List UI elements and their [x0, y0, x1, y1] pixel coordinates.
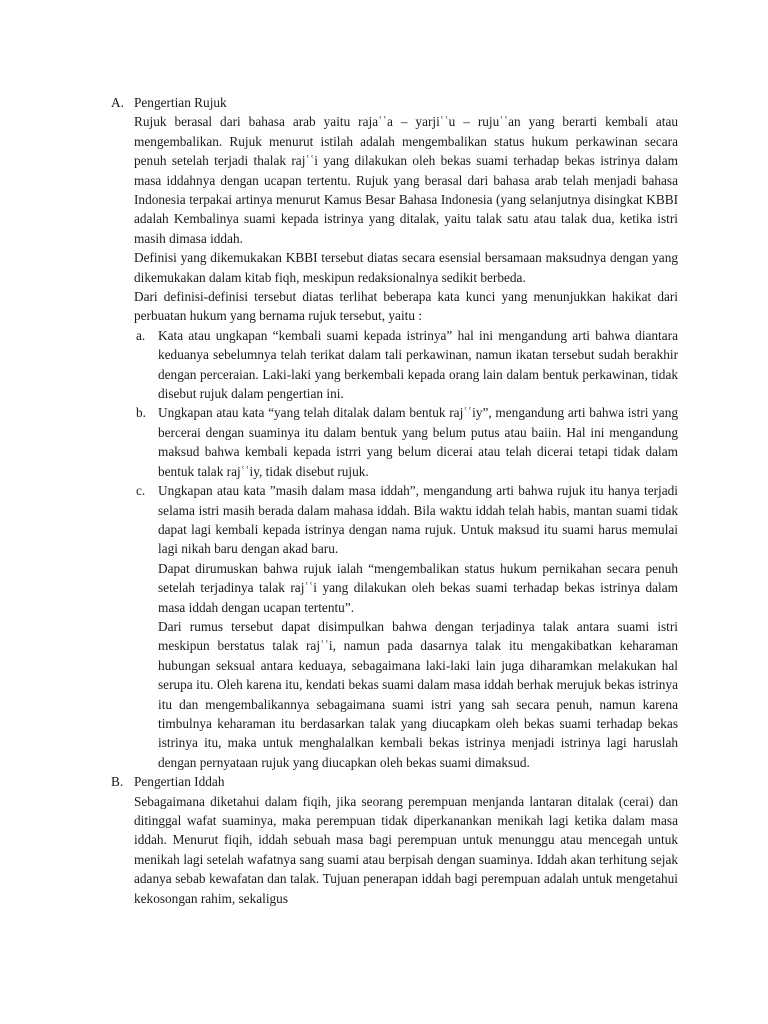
keyword-list: [134, 326, 678, 559]
list-marker: c.: [136, 483, 146, 499]
list-item: [134, 403, 678, 481]
list-item-text: Kata atau ungkapan “kembali suami kepada istrinya” hal ini mengandung arti bahwa diantara keduanya sebelumnya telah terikat dalam tali perkawinan, namun ikatan tersebut sudah berakhir dengan perceraian. Laki-laki yang berkembali kepada orang lain dalam bentuk perkawinan, tidak disebut rujuk dalam pengertian ini.: [158, 327, 678, 402]
section-a: [0, 93, 768, 772]
list-marker: a.: [136, 327, 146, 343]
indented-paragraph: Dapat dirumuskan bahwa rujuk ialah “mengembalikan status hukum pernikahan secara penuh setelah terjadinya talak rajʿʿi yang dilakukan oleh bekas suami terhadap bekas istrinya dalam masa iddah dengan ucapan tertentu”.: [158, 560, 678, 615]
section-heading: [0, 772, 678, 791]
list-item: [134, 481, 678, 559]
section-letter: B.: [111, 774, 124, 790]
list-item: [134, 326, 678, 404]
indented-paragraph: Dari rumus tersebut dapat disimpulkan bahwa dengan terjadinya talak antara suami istri meskipun berstatus talak rajʿʿi, namun pada dasarnya talak itu mengakibatkan keharaman hubungan seksual antara keduaya, sebagaimana laki-laki lain juga diharamkan melakukan hal serupa itu. Oleh karena itu, kendati bekas suami dalam masa iddah berhak merujuk bekas istrinya itu dan mengembalikannya sebagaimana suami istri yang sah secara penuh, namun karena timbulnya keharaman itu berdasarkan talak yang diucapkam oleh bekas suami terhadap bekas istrinya itu, maka untuk menghalalkan kembali bekas istrinya menjadi istrinya lagi haruslah dengan pernyataan rujuk yang diucapkan oleh bekas suami dimaksud.: [158, 618, 678, 770]
paragraph: Rujuk berasal dari bahasa arab yaitu rajaʿʿa – yarjiʿʿu – rujuʿʿan yang berarti kembali atau mengembalikan. Rujuk menurut istilah adalah mengembalikan status hukum perkawinan secara penuh setelah terjadi thalak rajʿʿi yang dilakukan oleh bekas suami terhadap bekas istrinya dalam masa iddahnya dengan ucapan tertentu. Rujuk yang berasal dari bahasa arab telah menjadi bahasa Indonesia terpakai artinya menurut Kamus Besar Bahasa Indonesia (yang selanjutnya disingkat KBBI adalah Kembalinya suami kepada istrinya yang ditalak, yaitu talak satu atau talak dua, ketika istri masih dimasa iddah.: [134, 114, 678, 246]
section-heading: [0, 93, 678, 112]
list-item-text: Ungkapan atau kata ”masih dalam masa iddah”, mengandung arti bahwa rujuk itu hanya terjadi selama istri masih berada dalam mahasa iddah. Bila waktu iddah telah habis, mantan suami tidak dapat lagi kembali kepada istrinya dengan nama rujuk. Untuk maksud itu suami harus memulai lagi nikah baru dengan akad baru.: [158, 483, 678, 557]
list-marker: b.: [136, 405, 146, 421]
section-title: Pengertian Iddah: [134, 774, 225, 790]
paragraph: Sebagaimana diketahui dalam fiqih, jika seorang perempuan menjanda lantaran ditalak (cerai) dan ditinggal wafat suaminya, maka perempuan tidak diperkanankan menikah lagi ketika dalam masa iddah. Menurut fiqih, iddah sebuah masa bagi perempuan untuk menunggu atau mencegah untuk menikah lagi setelah wafatnya sang suami atau berpisah dengan suaminya. Iddah akan terhitung sejak adanya sebab kewafatan dan talak. Tujuan penerapan iddah bagi perempuan adalah untuk mengetahui kekosongan rahim, sekaligus: [134, 793, 678, 906]
section-letter: A.: [111, 95, 124, 110]
list-item-text: Ungkapan atau kata “yang telah ditalak dalam bentuk rajʿʿiy”, mengandung arti bahwa istri yang bercerai dengan suaminya itu dalam bentuk yang belum putus atau baiin. Hal ini mengandung maksud bahwa kembali kepada istrri yang belum dicerai atau telah dicerai tetapi tidak dalam bentuk talak rajʿʿiy, tidak disebut rujuk.: [158, 405, 678, 479]
section-title: Pengertian Rujuk: [134, 95, 227, 110]
section-b: [0, 772, 768, 908]
paragraph: Definisi yang dikemukakan KBBI tersebut diatas secara esensial bersamaan maksudnya dengan yang dikemukakan dalam kitab fiqh, meskipun redaksionalnya sedikit berbeda.: [134, 250, 678, 285]
paragraph: Dari definisi-definisi tersebut diatas terlihat beberapa kata kunci yang menunjukkan hakikat dari perbuatan hukum yang bernama rujuk tersebut, yaitu :: [134, 289, 678, 324]
